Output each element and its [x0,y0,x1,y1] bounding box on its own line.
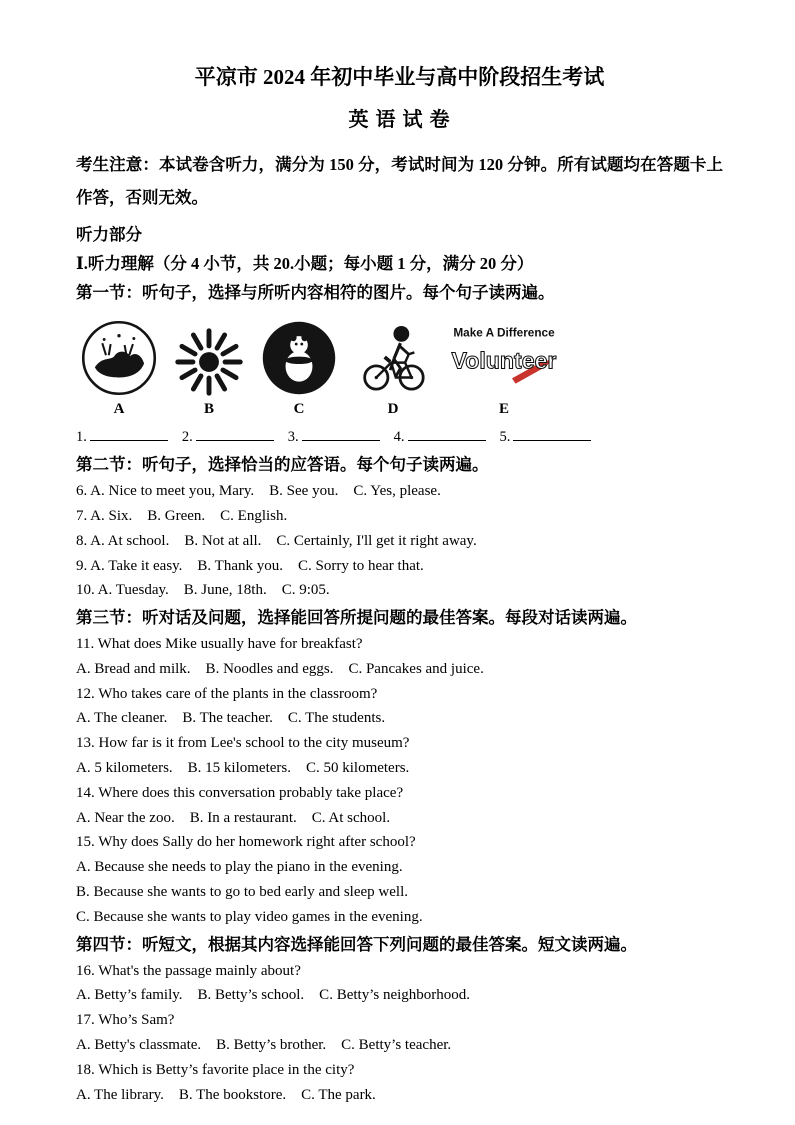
picture-option-d [354,319,432,418]
question-line-16: 16. What's the passage mainly about? [76,962,301,979]
question-line-17: 17. Who’s Sam? [76,1012,175,1029]
blank-line [90,428,168,441]
part1-heading: Ⅰ.听力理解（分 4 小节，共 20.小题；每小题 1 分，满分 20 分） [76,254,534,274]
blank-number: 1. [76,429,87,446]
option-a-line-15: A. Because she needs to play the piano in the evening. [76,859,403,876]
question-line-15: 15. Why does Sally do her homework right after school? [76,834,416,851]
blank-number: 3. [287,429,299,446]
question-line-11: 11. What does Mike usually have for breakfast? [76,636,363,653]
panda-circle-icon [260,319,338,397]
volunteer-logo-icon [448,317,560,397]
options-line-14: A. Near the zoo. B. In a restaurant. C. At school. [76,809,391,826]
options-line-13: A. 5 kilometers. B. 15 kilometers. C. 50 kilometers. [76,760,410,777]
listening-part-label: 听力部分 [76,225,142,245]
child-on-bicycle-icon [354,319,432,397]
picture-option-a [80,319,158,418]
picture-option-e [448,317,560,418]
candidate-notice: 考生注意：本试卷含听力，满分为 150 分，考试时间为 120 分钟。所有试题均在答题卡上作答，否则无效。 [76,155,723,208]
picture-label-d: D [387,401,399,418]
section4-heading: 第四节：听短文，根据其内容选择能回答下列问题的最佳答案。短文读两遍。 [76,934,637,954]
options-line-12: A. The cleaner. B. The teacher. C. The students. [76,710,386,727]
question-line-10: 10. A. Tuesday. B. June, 18th. C. 9:05. [76,582,330,599]
section2-heading: 第二节：听句子，选择恰当的应答语。每个句子读两遍。 [76,455,489,475]
answer-blank-5 [500,428,592,446]
answer-blank-3 [288,428,380,446]
question-line-6: 6. A. Nice to meet you, Mary. B. See you. C. Yes, please. [76,483,441,500]
option-c-line-15: C. Because she wants to play video games in the evening. [76,908,423,925]
picture-option-b [174,327,244,418]
picture-label-b: B [203,401,214,418]
section3-heading: 第三节：听对话及问题，选择能回答所提问题的最佳答案。每段对话读两遍。 [76,608,637,628]
sunburst-icon [174,327,244,397]
paper-subject-title: 英 语 试 卷 [348,109,451,132]
question-line-8: 8. A. At school. B. Not at all. C. Certainly, I'll get it right away. [76,532,477,549]
blank-number: 2. [181,429,193,446]
blank-line [196,428,274,441]
blank-line [513,428,591,441]
answer-blank-4 [394,428,486,446]
answer-blanks-row [76,428,723,446]
blank-line [408,428,486,441]
volunteer-logo-word: Volunteer [451,347,557,374]
options-line-16: A. Betty’s family. B. Betty’s school. C. Betty’s neighborhood. [76,987,471,1004]
blank-line [302,428,380,441]
question-line-12: 12. Who takes care of the plants in the classroom? [76,685,378,702]
blank-number: 5. [499,429,511,446]
question-line-7: 7. A. Six. B. Green. C. English. [76,507,288,524]
picture-label-c: C [293,401,305,418]
exam-title: 平凉市 2024 年初中毕业与高中阶段招生考试 [194,65,605,89]
question-line-18: 18. Which is Betty’s favorite place in the city? [76,1061,355,1078]
answer-blank-2 [182,428,274,446]
option-b-line-15: B. Because she wants to go to bed early and sleep well. [76,884,408,901]
animal-stamp-icon [80,319,158,397]
picture-label-e: E [498,401,509,418]
answer-blank-1 [76,428,168,446]
question-line-13: 13. How far is it from Lee's school to the city museum? [76,735,410,752]
blank-number: 4. [393,429,405,446]
picture-options-row [80,317,723,418]
question-line-14: 14. Where does this conversation probably take place? [76,784,404,801]
picture-label-a: A [113,401,125,418]
question-line-9: 9. A. Take it easy. B. Thank you. C. Sorry to hear that. [76,557,424,574]
section1-heading: 第一节：听句子，选择与所听内容相符的图片。每个句子读两遍。 [76,283,555,303]
options-line-11: A. Bread and milk. B. Noodles and eggs. C. Pancakes and juice. [76,660,484,677]
volunteer-logo-tagline: Make A Difference [453,327,556,340]
options-line-18: A. The library. B. The bookstore. C. The park. [76,1086,376,1103]
picture-option-c [260,319,338,418]
options-line-17: A. Betty's classmate. B. Betty’s brother. C. Betty’s teacher. [76,1037,452,1053]
